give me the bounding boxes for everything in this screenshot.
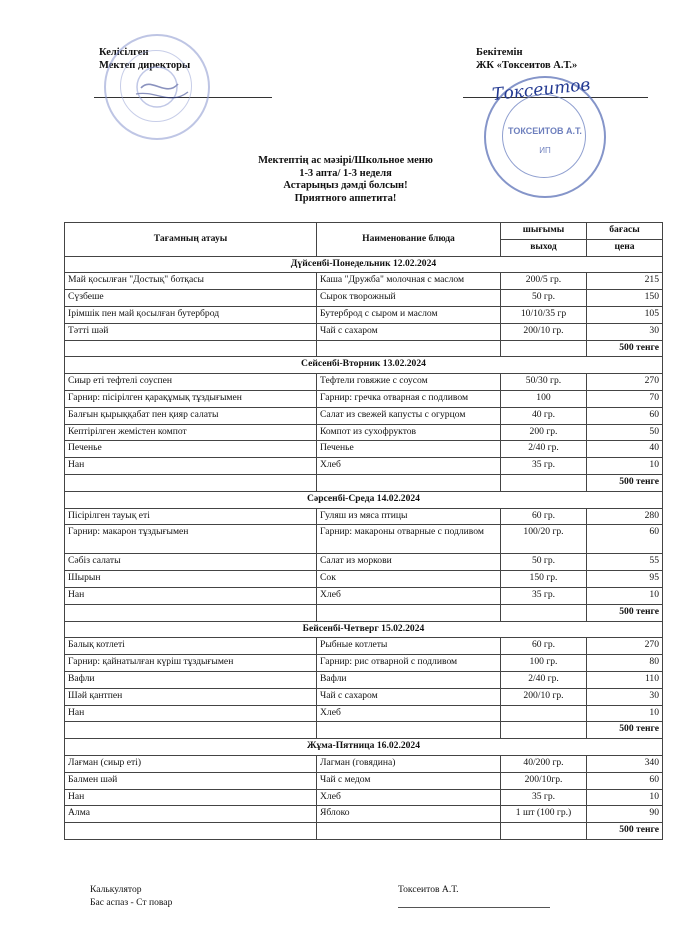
dish-name-kz: Алма <box>65 806 317 823</box>
menu-titles <box>0 155 691 205</box>
dish-output: 100 гр. <box>501 655 587 672</box>
dish-output: 200/10 гр. <box>501 688 587 705</box>
total-empty-cell <box>501 474 587 491</box>
dish-price: 80 <box>587 655 663 672</box>
dish-output: 100 <box>501 390 587 407</box>
dish-name-kz: Балмен шәй <box>65 772 317 789</box>
dish-output: 150 гр. <box>501 571 587 588</box>
dish-price: 60 <box>587 772 663 789</box>
day-name: Сейсенбі-Вторник 13.02.2024 <box>65 357 663 374</box>
day-total-row <box>65 474 663 491</box>
dish-name-ru: Бутерброд с сыром и маслом <box>317 306 501 323</box>
dish-price: 105 <box>587 306 663 323</box>
table-row <box>65 587 663 604</box>
dish-output: 10/10/35 гр <box>501 306 587 323</box>
dish-name-ru: Сырок творожный <box>317 290 501 307</box>
dish-name-kz: Гарнир: қайнатылған күріш тұздығымен <box>65 655 317 672</box>
handwritten-signature: Токсеитов <box>491 74 592 106</box>
dish-output: 200/10гр. <box>501 772 587 789</box>
table-row <box>65 638 663 655</box>
dish-name-ru: Хлеб <box>317 789 501 806</box>
dish-price: 30 <box>587 688 663 705</box>
dish-name-ru: Чай с сахаром <box>317 688 501 705</box>
dish-name-kz: Сүзбеше <box>65 290 317 307</box>
dish-price: 280 <box>587 508 663 525</box>
dish-name-kz: Балық котлеті <box>65 638 317 655</box>
dish-output: 200/5 гр. <box>501 273 587 290</box>
col-header-price-kz: бағасы <box>587 223 663 240</box>
dish-name-ru: Гарнир: макароны отварные с подливом <box>317 525 501 554</box>
col-header-output-kz: шығымы <box>501 223 587 240</box>
day-total-row <box>65 604 663 621</box>
table-row <box>65 671 663 688</box>
table-row <box>65 806 663 823</box>
dish-price: 50 <box>587 424 663 441</box>
day-header-row <box>65 491 663 508</box>
day-name: Жұма-Пятница 16.02.2024 <box>65 739 663 756</box>
dish-price: 70 <box>587 390 663 407</box>
dish-output: 100/20 гр. <box>501 525 587 554</box>
table-row <box>65 374 663 391</box>
table-row <box>65 705 663 722</box>
dish-name-ru: Гарнир: рис отварной с подливом <box>317 655 501 672</box>
dish-name-ru: Яблоко <box>317 806 501 823</box>
day-total: 500 тенге <box>587 340 663 357</box>
table-row <box>65 772 663 789</box>
dish-name-kz: Шырын <box>65 571 317 588</box>
dish-output: 35 гр. <box>501 587 587 604</box>
table-row <box>65 323 663 340</box>
table-row <box>65 571 663 588</box>
dish-output: 35 гр. <box>501 789 587 806</box>
dish-price: 270 <box>587 374 663 391</box>
total-empty-cell <box>317 340 501 357</box>
table-row <box>65 390 663 407</box>
dish-name-ru: Вафли <box>317 671 501 688</box>
dish-output: 60 гр. <box>501 638 587 655</box>
dish-output: 50 гр. <box>501 290 587 307</box>
col-header-output-ru: выход <box>501 239 587 256</box>
school-seal-stamp <box>104 34 210 140</box>
table-row <box>65 789 663 806</box>
emblem-icon <box>106 36 208 138</box>
dish-name-ru: Салат из моркови <box>317 554 501 571</box>
agreed-label: Келісілген <box>99 47 149 58</box>
dish-name-kz: Сиыр еті тефтелі соуспен <box>65 374 317 391</box>
dish-name-kz: Пісірілген тауық еті <box>65 508 317 525</box>
total-empty-cell <box>65 823 317 840</box>
table-row <box>65 273 663 290</box>
total-empty-cell <box>317 474 501 491</box>
dish-output: 200/10 гр. <box>501 323 587 340</box>
dish-name-ru: Хлеб <box>317 587 501 604</box>
dish-price: 10 <box>587 458 663 475</box>
total-empty-cell <box>65 340 317 357</box>
dish-output: 40/200 гр. <box>501 755 587 772</box>
day-header-row <box>65 739 663 756</box>
title-line-3: Астарыңыз дәмді болсын! <box>283 180 408 191</box>
dish-name-kz: Сәбіз салаты <box>65 554 317 571</box>
table-row <box>65 525 663 554</box>
dish-name-kz: Кептірілген жемістен компот <box>65 424 317 441</box>
table-row <box>65 290 663 307</box>
dish-price: 10 <box>587 587 663 604</box>
dish-name-ru: Чай с медом <box>317 772 501 789</box>
day-name: Дүйсенбі-Понедельник 12.02.2024 <box>65 256 663 273</box>
dish-price: 215 <box>587 273 663 290</box>
school-director-label: Мектеп директоры <box>99 60 191 71</box>
dish-name-kz: Нан <box>65 705 317 722</box>
day-total-row <box>65 823 663 840</box>
table-row <box>65 407 663 424</box>
dish-name-kz: Ірімшік пен май қосылған бутерброд <box>65 306 317 323</box>
dish-name-ru: Хлеб <box>317 458 501 475</box>
total-empty-cell <box>317 722 501 739</box>
approve-label: Бекітемін <box>476 47 523 58</box>
dish-price: 150 <box>587 290 663 307</box>
table-row <box>65 306 663 323</box>
table-row <box>65 688 663 705</box>
day-total-row <box>65 340 663 357</box>
dish-name-kz: Гарнир: пісірілген қарақұмық тұздығымен <box>65 390 317 407</box>
dish-name-ru: Тефтели говяжие с соусом <box>317 374 501 391</box>
dish-name-kz: Нан <box>65 458 317 475</box>
entrepreneur-label: ЖК «Токсеитов А.Т.» <box>476 60 578 71</box>
title-line-2: 1-3 апта/ 1-3 неделя <box>299 167 392 179</box>
col-header-ru: Наименование блюда <box>317 223 501 257</box>
dish-name-ru: Чай с сахаром <box>317 323 501 340</box>
dish-name-kz: Тәтті шәй <box>65 323 317 340</box>
dish-price: 110 <box>587 671 663 688</box>
dish-name-kz: Май қосылған "Достық" ботқасы <box>65 273 317 290</box>
table-row <box>65 755 663 772</box>
footer-chef-label: Бас аспаз - Ст повар <box>90 897 173 908</box>
footer-calculator-label: Калькулятор <box>90 884 142 895</box>
dish-output: 60 гр. <box>501 508 587 525</box>
table-row <box>65 554 663 571</box>
dish-price: 60 <box>587 525 663 554</box>
dish-name-ru: Печенье <box>317 441 501 458</box>
title-line-4: Приятного аппетита! <box>294 192 397 204</box>
dish-output: 50 гр. <box>501 554 587 571</box>
dish-name-kz: Вафли <box>65 671 317 688</box>
total-empty-cell <box>501 604 587 621</box>
dish-name-ru: Компот из сухофруктов <box>317 424 501 441</box>
dish-price: 40 <box>587 441 663 458</box>
dish-output: 2/40 гр. <box>501 671 587 688</box>
dish-output: 1 шт (100 гр.) <box>501 806 587 823</box>
dish-name-ru: Салат из свежей капусты с огурцом <box>317 407 501 424</box>
day-total-row <box>65 722 663 739</box>
dish-name-kz: Печенье <box>65 441 317 458</box>
total-empty-cell <box>501 340 587 357</box>
total-empty-cell <box>501 722 587 739</box>
dish-output: 40 гр. <box>501 407 587 424</box>
dish-name-kz: Нан <box>65 789 317 806</box>
day-header-row <box>65 256 663 273</box>
table-row <box>65 424 663 441</box>
dish-price: 60 <box>587 407 663 424</box>
day-total: 500 тенге <box>587 722 663 739</box>
dish-output: 2/40 гр. <box>501 441 587 458</box>
total-empty-cell <box>65 722 317 739</box>
day-header-row <box>65 357 663 374</box>
table-row <box>65 508 663 525</box>
day-name: Бейсенбі-Четверг 15.02.2024 <box>65 621 663 638</box>
total-empty-cell <box>65 604 317 621</box>
total-empty-cell <box>501 823 587 840</box>
total-empty-cell <box>317 604 501 621</box>
dish-price: 95 <box>587 571 663 588</box>
dish-price: 55 <box>587 554 663 571</box>
dish-name-kz: Лағман (сиыр еті) <box>65 755 317 772</box>
dish-name-kz: Гарнир: макарон тұздығымен <box>65 525 317 554</box>
dish-output: 50/30 гр. <box>501 374 587 391</box>
col-header-kz: Тағамның атауы <box>65 223 317 257</box>
dish-name-ru: Лагман (говядина) <box>317 755 501 772</box>
dish-output <box>501 705 587 722</box>
day-header-row <box>65 621 663 638</box>
table-row <box>65 441 663 458</box>
day-total: 500 тенге <box>587 823 663 840</box>
dish-name-ru: Каша "Дружба" молочная с маслом <box>317 273 501 290</box>
dish-price: 270 <box>587 638 663 655</box>
dish-name-ru: Хлеб <box>317 705 501 722</box>
day-name: Сәрсенбі-Среда 14.02.2024 <box>65 491 663 508</box>
footer-name: Токсеитов А.Т. <box>398 884 459 895</box>
dish-price: 30 <box>587 323 663 340</box>
day-total: 500 тенге <box>587 604 663 621</box>
menu-table <box>64 222 663 840</box>
total-empty-cell <box>317 823 501 840</box>
footer-signature-line <box>398 907 550 908</box>
dish-name-kz: Балғын қырыққабат пен қияр салаты <box>65 407 317 424</box>
dish-name-kz: Нан <box>65 587 317 604</box>
table-row <box>65 458 663 475</box>
dish-price: 10 <box>587 789 663 806</box>
title-line-1: Мектептің ас мәзірі/Школьное меню <box>258 155 433 166</box>
total-empty-cell <box>65 474 317 491</box>
dish-price: 10 <box>587 705 663 722</box>
dish-price: 90 <box>587 806 663 823</box>
stamp-sub: ИП <box>539 146 551 155</box>
dish-name-ru: Гуляш из мяса птицы <box>317 508 501 525</box>
table-row <box>65 655 663 672</box>
dish-name-ru: Рыбные котлеты <box>317 638 501 655</box>
stamp-name: ТОКСЕИТОВ А.Т. <box>508 126 582 136</box>
dish-price: 340 <box>587 755 663 772</box>
dish-output: 35 гр. <box>501 458 587 475</box>
dish-output: 200 гр. <box>501 424 587 441</box>
dish-name-ru: Гарнир: гречка отварная с подливом <box>317 390 501 407</box>
dish-name-ru: Сок <box>317 571 501 588</box>
dish-name-kz: Шәй қантпен <box>65 688 317 705</box>
day-total: 500 тенге <box>587 474 663 491</box>
col-header-price-ru: цена <box>587 239 663 256</box>
